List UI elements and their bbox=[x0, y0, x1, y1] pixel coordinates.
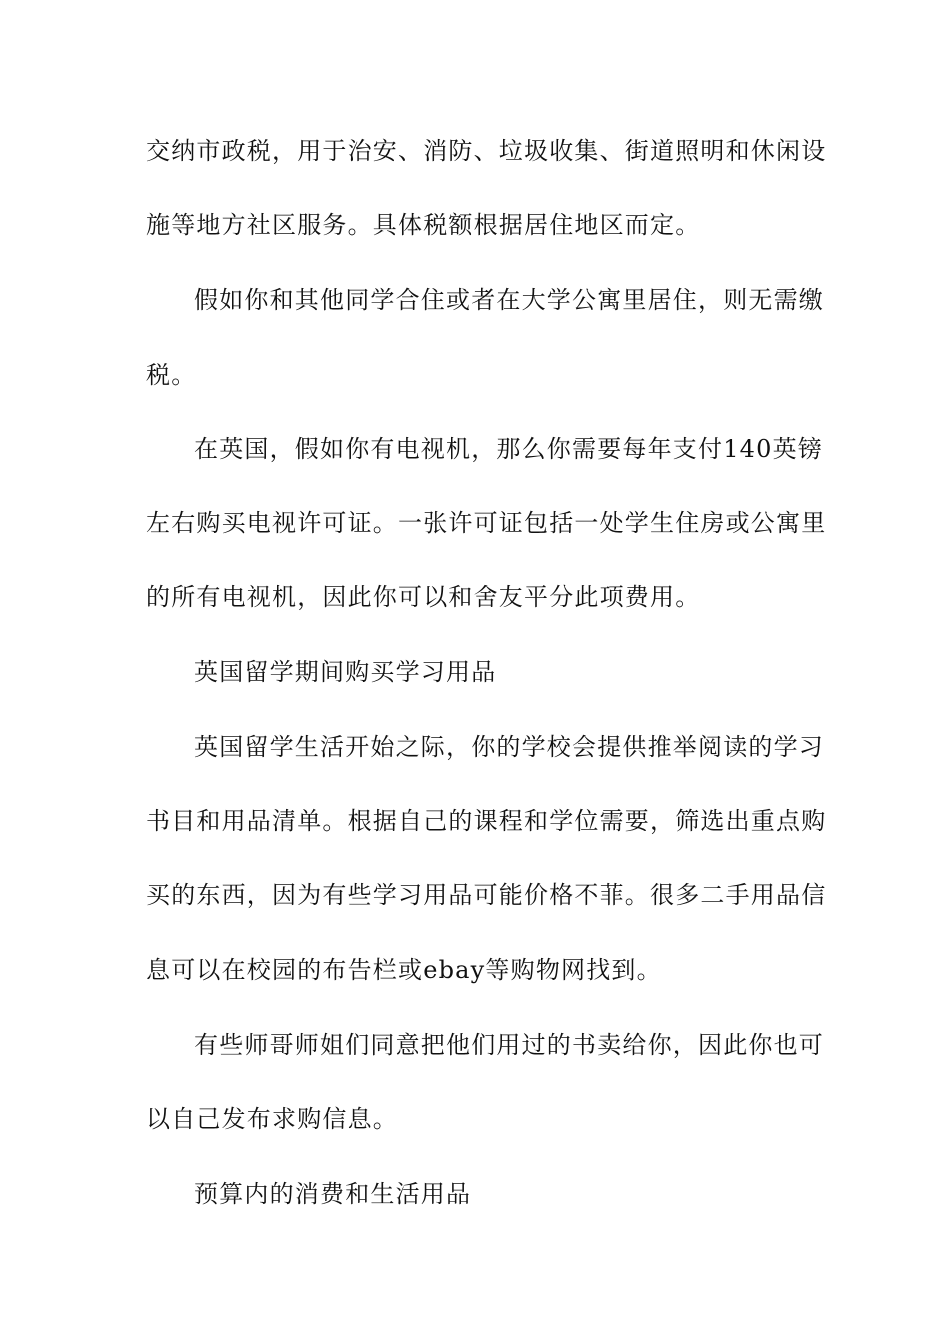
paragraph-line: 交纳市政税，用于治安、消防、垃圾收集、街道照明和休闲设 bbox=[146, 137, 827, 165]
section-heading: 英国留学期间购买学习用品 bbox=[194, 658, 497, 686]
section-heading: 预算内的消费和生活用品 bbox=[194, 1180, 472, 1208]
paragraph-line: 施等地方社区服务。具体税额根据居住地区而定。 bbox=[146, 211, 701, 239]
paragraph-line: 买的东西，因为有些学习用品可能价格不菲。很多二手用品信 bbox=[146, 881, 827, 909]
paragraph-line: 左右购买电视许可证。一张许可证包括一处学生住房或公寓里 bbox=[146, 509, 827, 537]
paragraph-line: 息可以在校园的布告栏或ebay等购物网找到。 bbox=[146, 956, 662, 984]
paragraph-line: 的所有电视机，因此你可以和舍友平分此项费用。 bbox=[146, 583, 701, 611]
paragraph-line: 书目和用品清单。根据自己的课程和学位需要，筛选出重点购 bbox=[146, 807, 827, 835]
paragraph-line: 英国留学生活开始之际，你的学校会提供推举阅读的学习 bbox=[194, 733, 824, 761]
paragraph-line: 在英国，假如你有电视机，那么你需要每年支付140英镑 bbox=[194, 435, 824, 463]
paragraph-line: 以自己发布求购信息。 bbox=[146, 1105, 398, 1133]
paragraph-line: 税。 bbox=[146, 361, 197, 389]
paragraph-line: 假如你和其他同学合住或者在大学公寓里居住，则无需缴 bbox=[194, 286, 824, 314]
paragraph-line: 有些师哥师姐们同意把他们用过的书卖给你，因此你也可 bbox=[194, 1031, 824, 1059]
